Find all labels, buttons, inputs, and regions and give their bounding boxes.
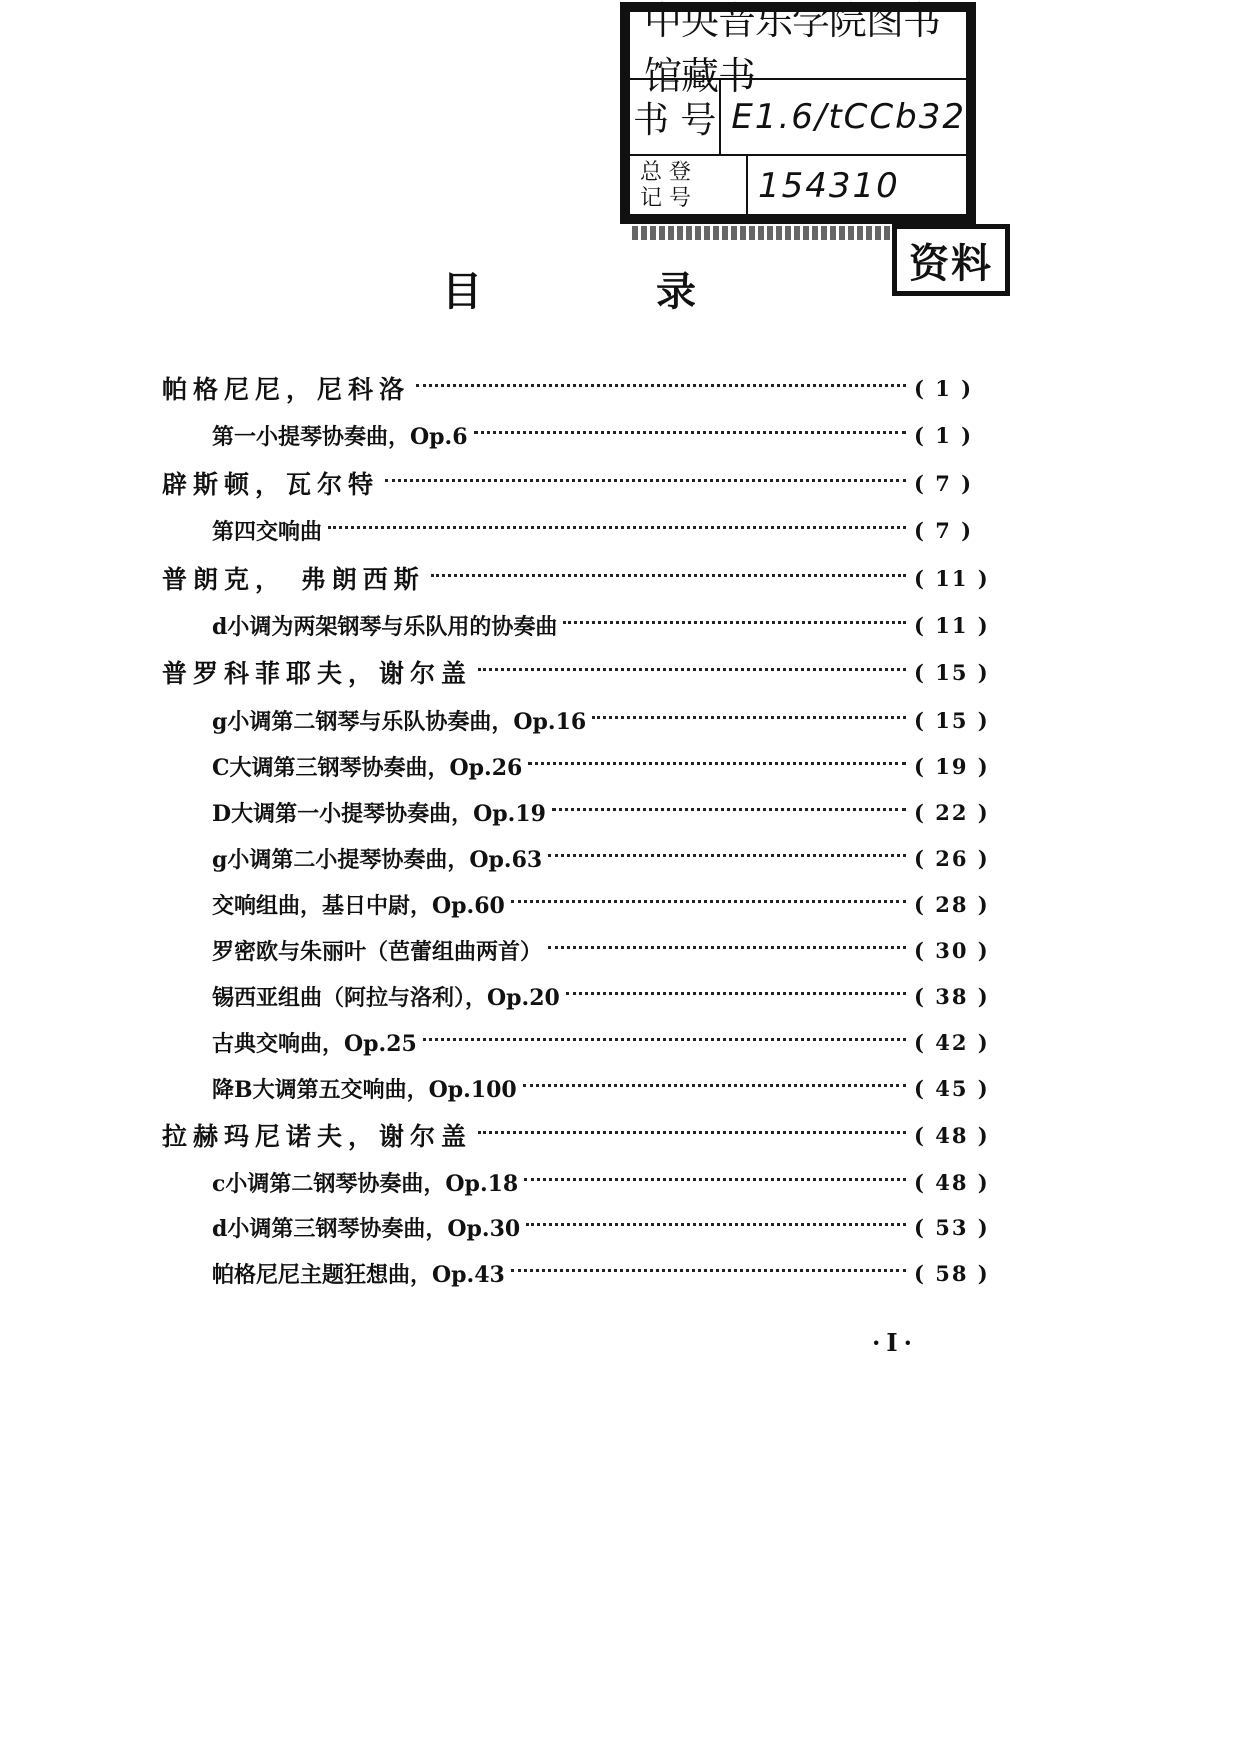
- dot-leader: [524, 1178, 906, 1181]
- toc-page-number: ( 45 ): [914, 1076, 972, 1101]
- toc-work-entry: [0, 1022, 1240, 1062]
- toc-page-number: ( 1 ): [914, 376, 972, 401]
- toc-work-entry: [0, 838, 1240, 878]
- dot-leader: [431, 574, 906, 577]
- toc-entry-title: 辟斯顿，瓦尔特: [162, 465, 385, 501]
- toc-page-number: ( 26 ): [914, 846, 972, 871]
- toc-work-entry: [0, 792, 1240, 832]
- toc-entry-title: 普罗科菲耶夫，谢尔盖: [162, 654, 478, 690]
- toc-composer-entry: [0, 463, 1240, 503]
- toc-entry-title: 拉赫玛尼诺夫，谢尔盖: [162, 1117, 478, 1153]
- toc-work-entry: [0, 1162, 1240, 1202]
- dot-leader: [552, 808, 906, 811]
- toc-work-entry: [0, 415, 1240, 455]
- library-stamp: [620, 2, 976, 224]
- dot-leader: [385, 479, 906, 482]
- toc-work-entry: [0, 510, 1240, 550]
- toc-work-entry: [0, 746, 1240, 786]
- toc-entry-title: 普朗克， 弗朗西斯: [162, 560, 431, 596]
- dot-leader: [478, 1131, 906, 1134]
- dot-leader: [563, 621, 906, 624]
- toc-entry-title: d小调第三钢琴协奏曲，Op.30: [212, 1212, 526, 1243]
- toc-page-number: ( 28 ): [914, 892, 972, 917]
- page-title: [0, 260, 1240, 320]
- toc-page-number: ( 42 ): [914, 1030, 972, 1055]
- toc-entry-title: c小调第二钢琴协奏曲，Op.18: [212, 1167, 524, 1198]
- ink-smudge: [632, 226, 892, 240]
- dot-leader: [474, 431, 906, 434]
- toc-entry-title: 交响组曲，基日中尉，Op.60: [212, 889, 511, 920]
- dot-leader: [328, 526, 906, 529]
- toc-page-number: ( 15 ): [914, 708, 972, 733]
- toc-page-number: ( 1 ): [914, 423, 972, 448]
- dot-leader: [528, 762, 906, 765]
- dot-leader: [548, 946, 906, 949]
- toc-entry-title: 罗密欧与朱丽叶（芭蕾组曲两首）: [212, 935, 548, 966]
- toc-composer-entry: [0, 652, 1240, 692]
- materials-stamp: 资料: [892, 224, 1010, 296]
- toc-entry-title: g小调第二小提琴协奏曲，Op.63: [212, 843, 548, 874]
- toc-page-number: ( 19 ): [914, 754, 972, 779]
- call-number-label: 书 号: [630, 80, 721, 154]
- toc-entry-title: 帕格尼尼，尼科洛: [162, 370, 416, 406]
- toc-entry-title: g小调第二钢琴与乐队协奏曲，Op.16: [212, 705, 592, 736]
- registration-value: 154310: [758, 166, 900, 206]
- page-number: ·I·: [872, 1328, 918, 1357]
- toc-page-number: ( 58 ): [914, 1261, 972, 1286]
- toc-composer-entry: [0, 368, 1240, 408]
- toc-page-number: ( 22 ): [914, 800, 972, 825]
- dot-leader: [526, 1223, 906, 1226]
- dot-leader: [523, 1084, 906, 1087]
- call-number-value: E1.6/tCCb32: [731, 97, 966, 137]
- toc-page-number: ( 48 ): [914, 1123, 972, 1148]
- toc-work-entry: [0, 1253, 1240, 1293]
- toc-composer-entry: [0, 558, 1240, 598]
- toc-page-number: ( 15 ): [914, 660, 972, 685]
- toc-page-number: ( 38 ): [914, 984, 972, 1009]
- toc-work-entry: [0, 605, 1240, 645]
- toc-entry-title: d小调为两架钢琴与乐队用的协奏曲: [212, 610, 563, 641]
- dot-leader: [416, 384, 906, 387]
- toc-entry-title: 降B大调第五交响曲，Op.100: [212, 1073, 523, 1104]
- toc-entry-title: 帕格尼尼主题狂想曲，Op.43: [212, 1258, 511, 1289]
- dot-leader: [566, 992, 906, 995]
- title-char-1: 目: [442, 268, 482, 315]
- dot-leader: [592, 716, 906, 719]
- toc-page-number: ( 7 ): [914, 471, 972, 496]
- registration-label-line1: 总 登: [640, 160, 691, 185]
- dot-leader: [511, 1269, 906, 1272]
- registration-label-line2: 记 号: [640, 186, 691, 211]
- toc-work-entry: [0, 1068, 1240, 1108]
- dot-leader: [548, 854, 906, 857]
- dot-leader: [423, 1038, 906, 1041]
- toc-entry-title: 锡西亚组曲（阿拉与洛利），Op.20: [212, 981, 566, 1012]
- toc-work-entry: [0, 976, 1240, 1016]
- toc-work-entry: [0, 1207, 1240, 1247]
- toc-page-number: ( 48 ): [914, 1170, 972, 1195]
- library-name: 中央音乐学院图书馆藏书: [630, 12, 966, 80]
- toc-work-entry: [0, 884, 1240, 924]
- dot-leader: [478, 668, 906, 671]
- toc-entry-title: D大调第一小提琴协奏曲，Op.19: [212, 797, 552, 828]
- registration-label: [630, 156, 748, 216]
- toc-work-entry: [0, 700, 1240, 740]
- toc-page-number: ( 7 ): [914, 518, 972, 543]
- toc-entry-title: 第四交响曲: [212, 515, 328, 546]
- toc-entry-title: 古典交响曲，Op.25: [212, 1027, 423, 1058]
- toc-page-number: ( 30 ): [914, 938, 972, 963]
- toc-page-number: ( 53 ): [914, 1215, 972, 1240]
- toc-page-number: ( 11 ): [914, 613, 972, 638]
- dot-leader: [511, 900, 906, 903]
- toc-entry-title: C大调第三钢琴协奏曲，Op.26: [212, 751, 528, 782]
- title-char-2: 录: [656, 268, 696, 315]
- toc-entry-title: 第一小提琴协奏曲，Op.6: [212, 420, 474, 451]
- toc-work-entry: [0, 930, 1240, 970]
- toc-page-number: ( 11 ): [914, 566, 972, 591]
- toc-composer-entry: [0, 1115, 1240, 1155]
